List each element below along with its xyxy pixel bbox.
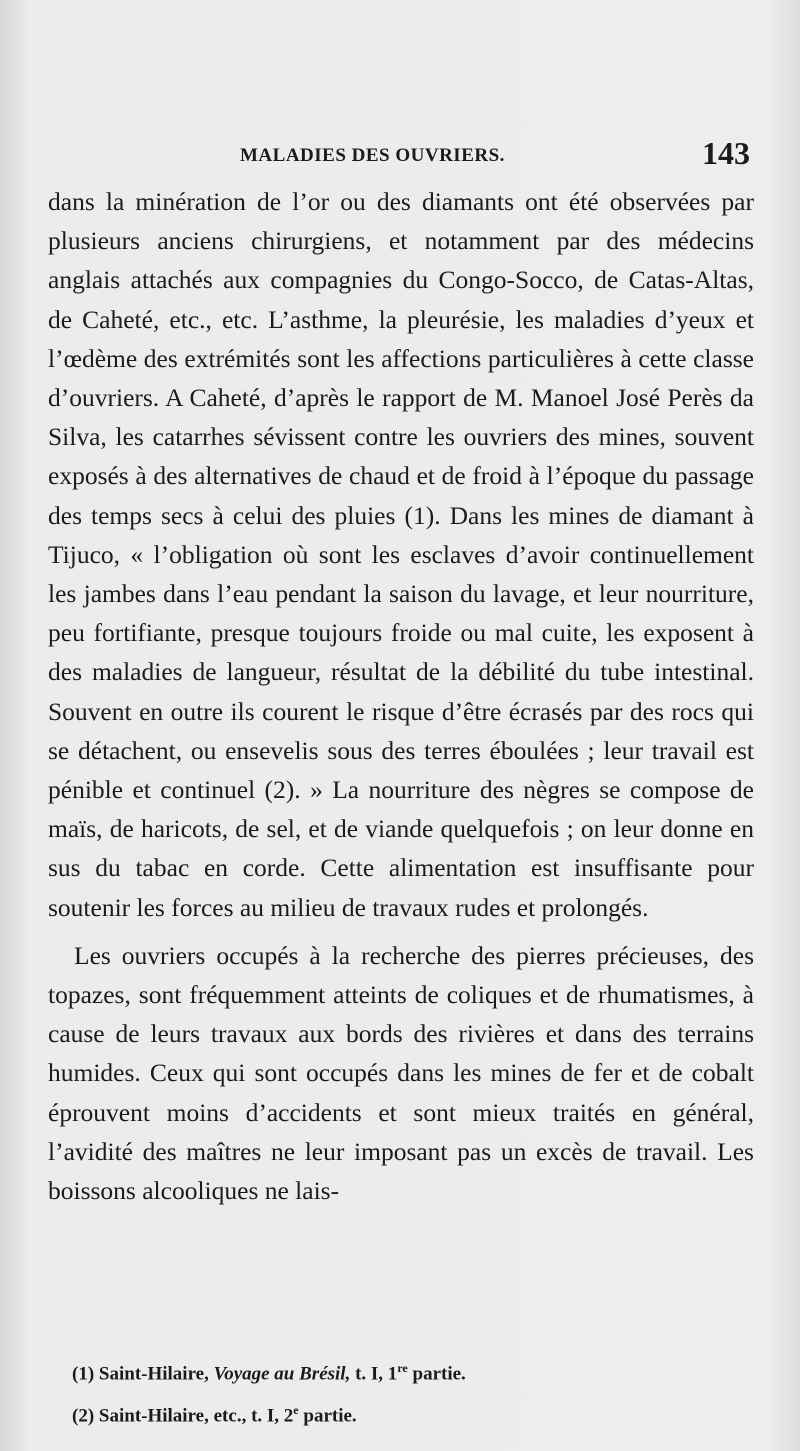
page-number: 143 [702, 135, 750, 171]
footnote-work-title: Voyage au Brésil, [213, 1363, 351, 1385]
footnote-reference-end: partie. [407, 1363, 466, 1385]
footnote-reference-end: partie. [298, 1405, 357, 1427]
page-header [0, 135, 800, 175]
footnotes [72, 1350, 712, 1435]
footnote-marker: (1) [72, 1363, 95, 1385]
footnote-reference: t. I, 1 [355, 1363, 398, 1385]
body-text [48, 182, 754, 1210]
running-title: MALADIES DES OUVRIERS. [240, 145, 505, 166]
footnote-superscript: e [293, 1403, 299, 1418]
footnote-1 [72, 1350, 712, 1392]
footnote-author: Saint-Hilaire, [98, 1363, 209, 1385]
footnote-marker: (2) [72, 1405, 95, 1427]
paragraph: Les ouvriers occupés à la recherche des pierres précieuses, des topazes, sont fréquemment atteints de coliques et de rhumatismes, à cause de leurs travaux aux bords des rivières et dans des terrains humides. Ceux qui sont occupés dans les mines de fer et de cobalt éprouvent moins d’accidents et sont mieux traités en général, l’avidité des maîtres ne leur imposant pas un excès de travail. Les boissons alcooliques ne lais- [48, 940, 754, 1206]
footnote-2 [72, 1392, 712, 1434]
footnote-reference: etc., t. I, 2 [213, 1405, 294, 1427]
footnote-author: Saint-Hilaire, [98, 1405, 209, 1427]
paragraph: dans la minération de l’or ou des diamants ont été observées par plusieurs anciens chirurgiens, et notamment par des médecins anglais attachés aux compagnies du Congo-Socco, de Catas-Altas, de Caheté, etc., etc. L’asthme, la pleurésie, les maladies d’yeux et l’œdème des extrémités sont les affections particulières à cette classe d’ouvriers. A Caheté, d’après le rapport de M. Manoel José Perès da Silva, les catarrhes sévissent contre les ouvriers des mines, souvent exposés à des alternatives de chaud et de froid à l’époque du passage des temps secs à celui des pluies (1). Dans les mines de diamant à Tijuco, « l’obligation où sont les esclaves d’avoir continuellement les jambes dans l’eau pendant la saison du lavage, et leur nourriture, peu fortifiante, presque toujours froide ou mal cuite, les exposent à des maladies de langueur, résultat de la débilité du tube intestinal. Souvent en outre ils courent le risque d’être écrasés par des rocs qui se détachent, ou ensevelis sous des terres éboulées ; leur travail est pénible et continuel (2). » La nourriture des nègres se compose de maïs, de haricots, de sel, et de viande quelquefois ; on leur donne en sus du tabac en corde. Cette alimentation est insuffisante pour soutenir les forces au milieu de travaux rudes et prolongés. [48, 187, 754, 922]
footnote-superscript: re [397, 1361, 408, 1375]
